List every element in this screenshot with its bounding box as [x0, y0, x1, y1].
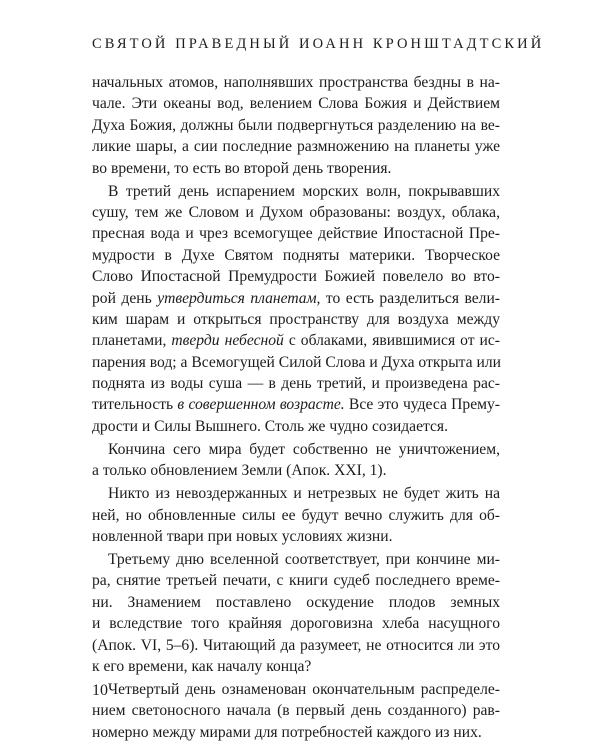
text-segment: планетами,	[92, 332, 172, 350]
paragraph-3	[92, 439, 500, 482]
text-line: Слово Ипостасной Премудрости Божией повелело во вто-	[92, 268, 500, 286]
paragraph-6	[92, 679, 500, 743]
text-line: ней, но обновленные силы ее будут вечно служить для об-	[92, 506, 500, 524]
running-header: СВЯТОЙ ПРАВЕДНЫЙ ИОАНН КРОНШТАДТСКИЙ	[92, 36, 545, 52]
text-segment: с облаками, явившимися от ис-	[283, 332, 500, 350]
text-line: а только обновлением Земли (Апок. XXI, 1).	[92, 462, 387, 480]
text-segment: Все это чудеса Прему-	[344, 396, 500, 414]
text-line: Никто из невоздержанных и нетрезвых не будет жить на	[108, 485, 500, 503]
text-line: ким шарам и открыться пространству для воздуха между	[92, 310, 500, 328]
text-segment: то есть разделиться вели-	[320, 289, 500, 307]
text-line: чале. Эти океаны вод, велением Слова Божия и Действием	[92, 95, 500, 113]
italic-phrase: тверди небесной	[171, 332, 284, 350]
text-line	[92, 394, 500, 415]
text-line: Духа Божия, должны были подвергнуться разделению на ве-	[92, 116, 500, 134]
text-line: пресная вода и чрез всемогущее действие Ипостасной Пре-	[92, 225, 500, 243]
text-line: ликие шары, а сии последние размножению на планеты уже	[92, 138, 500, 156]
text-line: сушу, тем же Словом и Духом образованы: воздух, облака,	[92, 203, 500, 221]
text-line: во времени, то есть во второй день творения.	[92, 159, 392, 177]
text-segment: рой день	[92, 289, 158, 307]
text-line: Третьему дню вселенной соответствует, при кончине ми-	[108, 550, 500, 568]
paragraph-1	[92, 72, 500, 179]
text-line: дрости и Силы Вышнего. Столь же чудно созидается.	[92, 417, 448, 435]
body-text	[92, 72, 500, 745]
text-line: (Апок. VI, 5–6). Читающий да разумеет, не относится ли это	[92, 636, 500, 654]
text-line	[92, 330, 500, 351]
text-segment: тительность	[92, 396, 178, 414]
text-line: Кончина сего мира будет собственно не уничтожением,	[108, 440, 500, 458]
text-line: ни. Знамением поставлено оскудение плодов земных	[92, 593, 500, 611]
text-line: нием светоносного начала (в первый день созданного) рав-	[92, 702, 500, 720]
paragraph-5	[92, 549, 500, 677]
text-line: поднята из воды суша — в день третий, и произведена рас-	[92, 375, 500, 393]
paragraph-2	[92, 181, 500, 438]
text-line: В третий день испарением морских волн, покрывавших	[108, 182, 500, 200]
text-line: к его времени, как началу конца?	[92, 657, 312, 675]
text-line: парения вод; а Всемогущей Силой Слова и Духа открыта или	[92, 353, 501, 371]
italic-phrase: утвердиться планетам,	[157, 289, 321, 307]
text-line: и вследствие того крайняя дороговизна хлеба насущного	[92, 615, 500, 633]
text-line: Четвертый день ознаменован окончательным распределе-	[108, 680, 500, 698]
page-number: 10	[92, 682, 108, 699]
italic-phrase: в совершенном возрасте.	[177, 396, 345, 414]
text-line: ра, снятие третьей печати, с книги судеб последнего време-	[92, 572, 500, 590]
text-line: новленной твари при новых условиях жизни.	[92, 527, 393, 545]
text-line: начальных атомов, наполнявших пространства бездны в на-	[92, 74, 500, 91]
text-line	[92, 288, 500, 309]
paragraph-4	[92, 483, 500, 547]
text-line: номерно между мирами для потребностей каждого из них.	[92, 723, 482, 741]
text-line: мудрости в Духе Святом подняты материки. Творческое	[92, 246, 500, 264]
